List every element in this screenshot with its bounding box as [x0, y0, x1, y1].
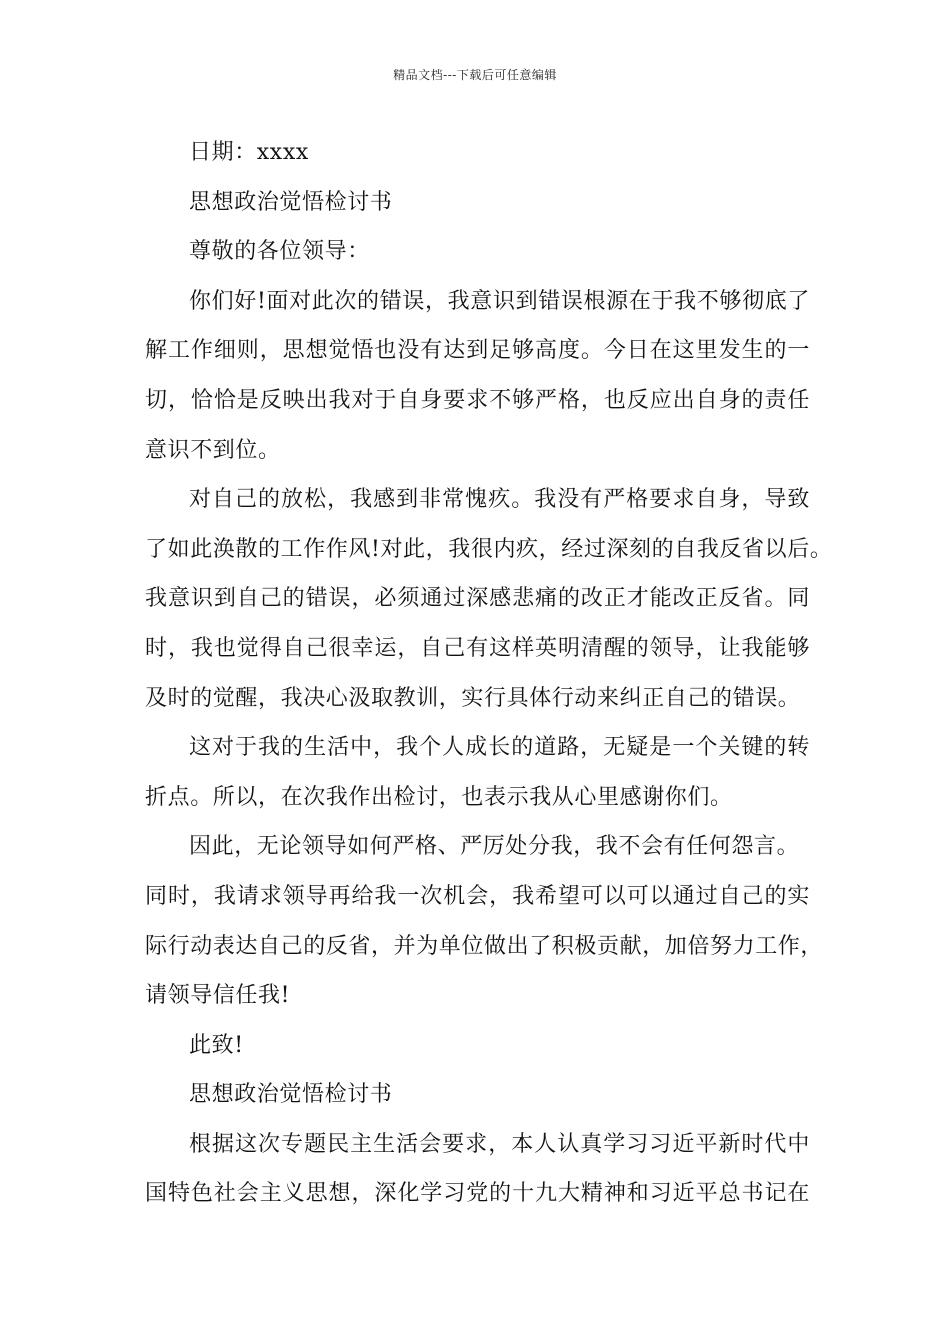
paragraph-line: 请领导信任我! — [145, 983, 291, 1009]
paragraph-line: 了如此涣散的工作作风!对此，我很内疚，经过深刻的自我反省以后。 — [145, 536, 833, 562]
paragraph-line: 时，我也觉得自己很幸运，自己有这样英明清醒的领导，让我能够 — [145, 635, 810, 661]
paragraph-line: 这对于我的生活中，我个人成长的道路，无疑是一个关键的转 — [189, 735, 810, 761]
second-document-title: 思想政治觉悟检讨书 — [189, 1082, 393, 1108]
paragraph-line: 因此，无论领导如何严格、严厉处分我，我不会有任何怨言。 — [189, 834, 800, 860]
paragraph-line: 我意识到自己的错误，必须通过深感悲痛的改正才能改正反省。同 — [145, 586, 810, 612]
paragraph-line: 你们好!面对此次的错误，我意识到错误根源在于我不够彻底了 — [189, 288, 810, 314]
paragraph-line: 根据这次专题民主生活会要求，本人认真学习习近平新时代中 — [189, 1131, 810, 1157]
paragraph-line: 折点。所以，在次我作出检讨，也表示我从心里感谢你们。 — [145, 784, 733, 810]
paragraph-line: 国特色社会主义思想，深化学习党的十九大精神和习近平总书记在 — [145, 1181, 810, 1207]
paragraph-line: 切，恰恰是反映出我对于自身要求不够严格，也反应出自身的责任 — [145, 387, 810, 413]
closing-line: 此致! — [189, 1032, 244, 1058]
header-note: 精品文档---下载后可任意编辑 — [393, 68, 557, 82]
paragraph-line: 对自己的放松，我感到非常愧疚。我没有严格要求自身，导致 — [189, 487, 810, 513]
paragraph-line: 解工作细则，思想觉悟也没有达到足够高度。今日在这里发生的一 — [145, 338, 810, 364]
paragraph-line: 际行动表达自己的反省，并为单位做出了积极贡献，加倍努力工作， — [145, 933, 824, 959]
date-line: 日期：xxxx — [189, 140, 309, 165]
paragraph-line: 同时，我请求领导再给我一次机会，我希望可以可以通过自己的实 — [145, 883, 810, 909]
paragraph-line: 意识不到位。 — [145, 437, 281, 463]
salutation: 尊敬的各位领导： — [189, 239, 370, 265]
document-body — [145, 128, 833, 1219]
paragraph-line: 及时的觉醒，我决心汲取教训，实行具体行动来纠正自己的错误。 — [145, 685, 801, 711]
document-title: 思想政治觉悟检讨书 — [189, 189, 393, 215]
